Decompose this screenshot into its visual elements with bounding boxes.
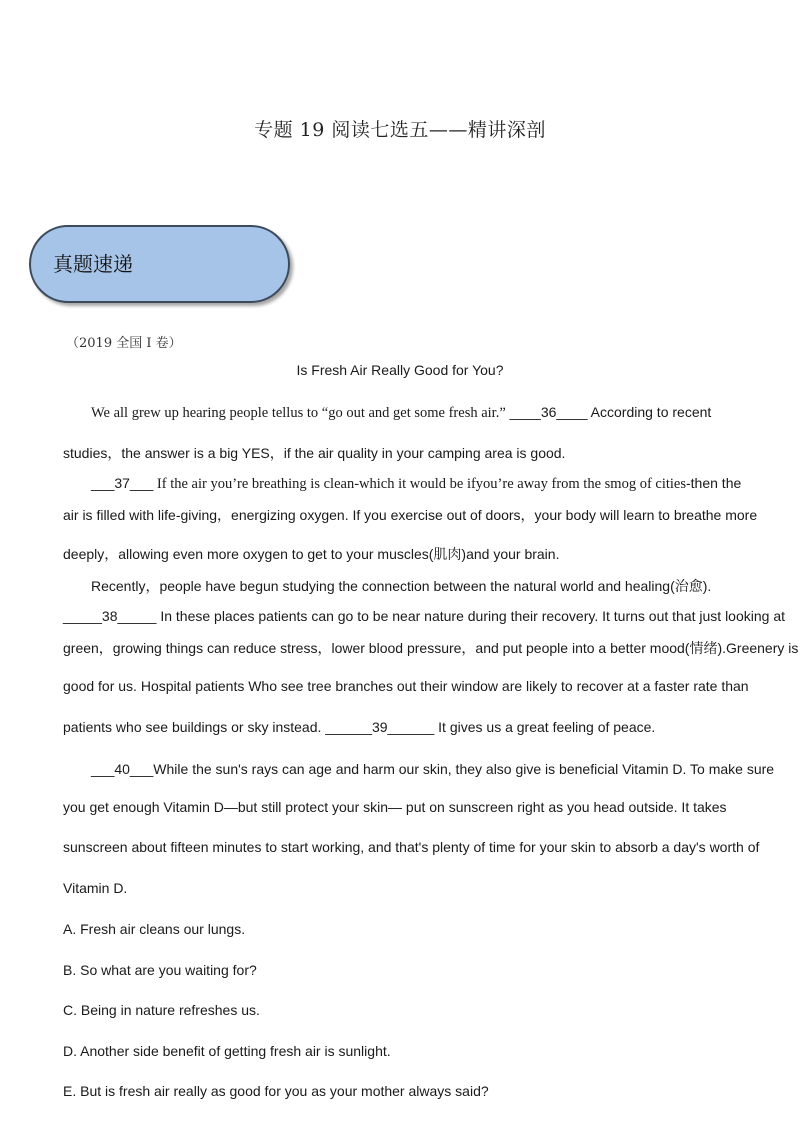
text-span: We all grew up hearing people tellus to “go out and get some fresh air.”: [91, 405, 506, 421]
paragraph-4-line-3: sunscreen about fifteen minutes to start working, and that's plenty of time for your skin to absorb a day's worth of: [63, 839, 760, 855]
text-span: If the air you’re breathing is clean-which it would be ifyou’re away from the smog of cities: [153, 476, 686, 492]
section-badge: [29, 225, 290, 303]
section-badge-label: 真题速递: [53, 252, 133, 276]
paragraph-4-line-1: [91, 761, 774, 777]
blank-37: ___37___: [91, 475, 154, 491]
blank-40: ___40___: [91, 761, 154, 777]
text-span: While the sun's rays can age and harm our skin, they also give is beneficial Vitamin D. To make sure: [153, 761, 775, 777]
document-title: 专题 19 阅读七选五——精讲深剖: [254, 119, 546, 141]
paragraph-1-line-1: [91, 404, 711, 422]
paragraph-3-line-1: Recently，people have begun studying the connection between the natural world and healing(治愈).: [91, 578, 712, 594]
passage-title: Is Fresh Air Really Good for You?: [296, 362, 504, 378]
paragraph-3-line-3: green，growing things can reduce stress，lower blood pressure，and put people into a better mood(情绪).Greenery is: [63, 640, 799, 656]
text-span: In these places patients can go to be near nature during their recovery. It turns out that just looking at: [156, 608, 785, 624]
option-a: A. Fresh air cleans our lungs.: [63, 921, 246, 937]
text-span: It gives us a great feeling of peace.: [434, 719, 656, 735]
text-span: -then the: [686, 475, 742, 491]
text-span: According to recent: [587, 404, 712, 420]
paragraph-2-line-1: [91, 475, 741, 493]
option-b: B. So what are you waiting for?: [63, 962, 257, 978]
paragraph-3-line-2: [63, 608, 785, 624]
option-e: E. But is fresh air really as good for you as your mother always said?: [63, 1083, 489, 1099]
paragraph-3-line-5: [63, 719, 655, 735]
paragraph-4-line-4: Vitamin D.: [63, 880, 128, 896]
blank-36: ____36____: [509, 404, 588, 420]
option-c: C. Being in nature refreshes us.: [63, 1002, 260, 1018]
exam-source: （2019 全国 I 卷）: [66, 336, 182, 351]
paragraph-2-line-3: deeply，allowing even more oxygen to get to your muscles(肌肉)and your brain.: [63, 546, 560, 562]
blank-38: _____38_____: [63, 608, 157, 624]
paragraph-2-line-2: air is filled with life-giving，energizing oxygen. If you exercise out of doors，your body will learn to breathe more: [63, 507, 758, 523]
text-span: patients who see buildings or sky instead.: [63, 719, 326, 735]
paragraph-1-line-2: studies，the answer is a big YES，if the air quality in your camping area is good.: [63, 445, 566, 461]
option-d: D. Another side benefit of getting fresh air is sunlight.: [63, 1043, 391, 1059]
paragraph-3-line-4: good for us. Hospital patients Who see tree branches out their window are likely to recover at a faster rate than: [63, 678, 749, 694]
blank-39: ______39______: [325, 719, 435, 735]
paragraph-4-line-2: you get enough Vitamin D—but still protect your skin— put on sunscreen right as you head outside. It takes: [63, 799, 727, 815]
